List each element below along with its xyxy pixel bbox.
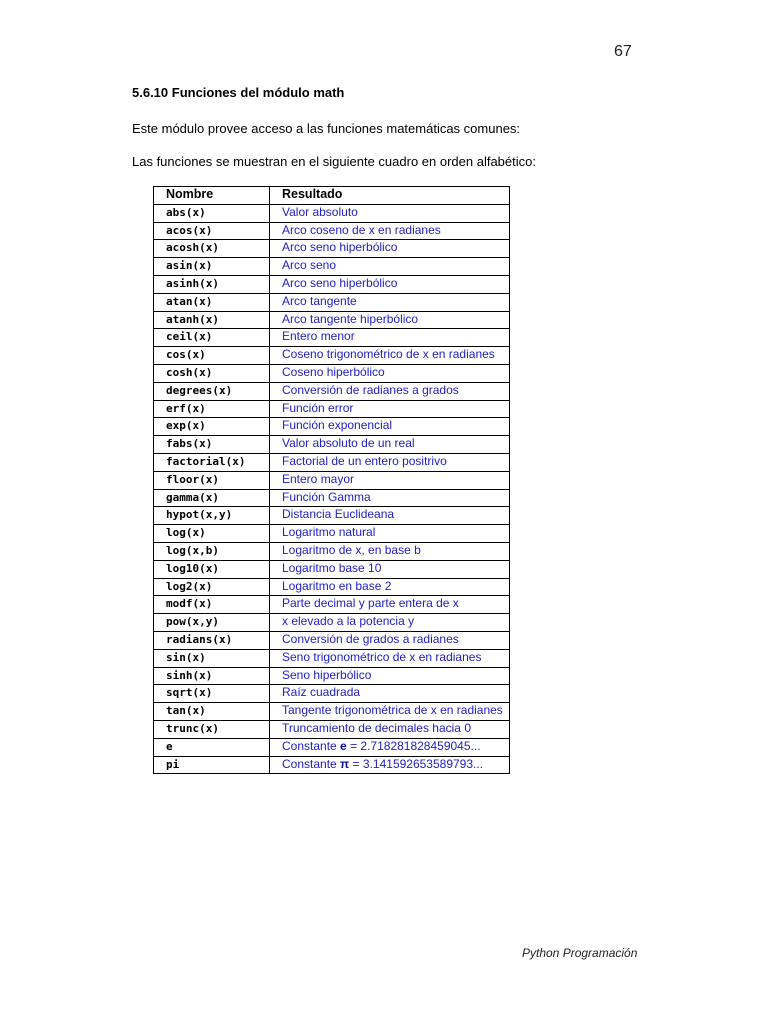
function-name: acosh(x) xyxy=(154,240,270,258)
table-row xyxy=(154,596,510,614)
function-result: Truncamiento de decimales hacia 0 xyxy=(270,720,510,738)
math-functions-table xyxy=(153,186,510,774)
function-name: log(x) xyxy=(154,525,270,543)
table-row xyxy=(154,525,510,543)
function-result: Logaritmo en base 2 xyxy=(270,578,510,596)
function-name: asinh(x) xyxy=(154,275,270,293)
function-result: x elevado a la potencia y xyxy=(270,614,510,632)
table-row xyxy=(154,578,510,596)
function-result: Coseno hiperbólico xyxy=(270,364,510,382)
function-result: Arco tangente hiperbólico xyxy=(270,311,510,329)
table-row xyxy=(154,222,510,240)
function-name: cosh(x) xyxy=(154,364,270,382)
function-result: Seno trigonométrico de x en radianes xyxy=(270,649,510,667)
table-row xyxy=(154,275,510,293)
table-header-row xyxy=(154,187,510,205)
function-result: Coseno trigonométrico de x en radianes xyxy=(270,347,510,365)
table-row xyxy=(154,667,510,685)
table-row xyxy=(154,418,510,436)
intro-paragraph: Este módulo provee acceso a las funciones matemáticas comunes: xyxy=(132,121,521,136)
function-result: Logaritmo base 10 xyxy=(270,560,510,578)
function-name: atanh(x) xyxy=(154,311,270,329)
function-name: ceil(x) xyxy=(154,329,270,347)
function-name: asin(x) xyxy=(154,258,270,276)
function-name: tan(x) xyxy=(154,703,270,721)
table-row xyxy=(154,507,510,525)
function-result: Conversión de grados a radianes xyxy=(270,631,510,649)
constant-name: e xyxy=(154,738,270,756)
function-name: acos(x) xyxy=(154,222,270,240)
table-row xyxy=(154,489,510,507)
table-row xyxy=(154,293,510,311)
constant-suffix: = 3.141592653589793... xyxy=(349,756,484,771)
table-row xyxy=(154,649,510,667)
table-row xyxy=(154,738,510,756)
function-name: modf(x) xyxy=(154,596,270,614)
function-name: sinh(x) xyxy=(154,667,270,685)
function-result: Raíz cuadrada xyxy=(270,685,510,703)
function-result: Seno hiperbólico xyxy=(270,667,510,685)
page-number: 67 xyxy=(614,43,632,60)
constant-symbol: π xyxy=(340,756,350,771)
table-row xyxy=(154,756,510,774)
table-row xyxy=(154,364,510,382)
function-result: Arco seno hiperbólico xyxy=(270,240,510,258)
constant-prefix: Constante xyxy=(282,756,341,771)
table-row xyxy=(154,471,510,489)
section-title: 5.6.10 Funciones del módulo math xyxy=(132,85,345,100)
function-result: Conversión de radianes a grados xyxy=(270,382,510,400)
function-result: Arco coseno de x en radianes xyxy=(270,222,510,240)
table-row xyxy=(154,258,510,276)
function-name: pow(x,y) xyxy=(154,614,270,632)
function-name: log(x,b) xyxy=(154,542,270,560)
constant-symbol: e xyxy=(340,738,347,753)
table-body xyxy=(154,204,510,774)
function-name: degrees(x) xyxy=(154,382,270,400)
table-row xyxy=(154,240,510,258)
table-row xyxy=(154,204,510,222)
function-result: Logaritmo natural xyxy=(270,525,510,543)
function-name: abs(x) xyxy=(154,204,270,222)
table-row xyxy=(154,453,510,471)
function-result: Arco seno hiperbólico xyxy=(270,275,510,293)
function-result: Función Gamma xyxy=(270,489,510,507)
function-result: Tangente trigonométrica de x en radianes xyxy=(270,703,510,721)
function-result: Entero mayor xyxy=(270,471,510,489)
function-result: Arco tangente xyxy=(270,293,510,311)
constant-prefix: Constante xyxy=(282,738,341,753)
function-name: factorial(x) xyxy=(154,453,270,471)
constant-suffix: = 2.718281828459045... xyxy=(346,738,481,753)
function-result: Entero menor xyxy=(270,329,510,347)
table-row xyxy=(154,703,510,721)
header-nombre: Nombre xyxy=(154,187,270,205)
function-result: Función exponencial xyxy=(270,418,510,436)
table-row xyxy=(154,329,510,347)
function-result: Arco seno xyxy=(270,258,510,276)
function-name: erf(x) xyxy=(154,400,270,418)
table-row xyxy=(154,614,510,632)
table-row xyxy=(154,436,510,454)
function-name: log10(x) xyxy=(154,560,270,578)
function-name: gamma(x) xyxy=(154,489,270,507)
header-resultado: Resultado xyxy=(270,187,510,205)
function-name: floor(x) xyxy=(154,471,270,489)
footer-title: Python Programación xyxy=(522,946,638,960)
function-name: trunc(x) xyxy=(154,720,270,738)
table-row xyxy=(154,685,510,703)
table-row xyxy=(154,631,510,649)
table-intro-paragraph: Las funciones se muestran en el siguiente cuadro en orden alfabético: xyxy=(132,154,536,169)
table-row xyxy=(154,311,510,329)
table-row xyxy=(154,347,510,365)
table-row xyxy=(154,560,510,578)
constant-value xyxy=(270,738,510,756)
function-name: sin(x) xyxy=(154,649,270,667)
function-result: Valor absoluto de un real xyxy=(270,436,510,454)
function-result: Parte decimal y parte entera de x xyxy=(270,596,510,614)
function-name: hypot(x,y) xyxy=(154,507,270,525)
table-row xyxy=(154,382,510,400)
function-result: Distancia Euclideana xyxy=(270,507,510,525)
constant-value xyxy=(270,756,510,774)
function-name: atan(x) xyxy=(154,293,270,311)
table-row xyxy=(154,542,510,560)
function-name: fabs(x) xyxy=(154,436,270,454)
function-name: sqrt(x) xyxy=(154,685,270,703)
function-name: exp(x) xyxy=(154,418,270,436)
constant-name: pi xyxy=(154,756,270,774)
table-row xyxy=(154,400,510,418)
function-result: Factorial de un entero positrivo xyxy=(270,453,510,471)
function-result: Valor absoluto xyxy=(270,204,510,222)
function-result: Función error xyxy=(270,400,510,418)
function-name: radians(x) xyxy=(154,631,270,649)
function-name: cos(x) xyxy=(154,347,270,365)
table-row xyxy=(154,720,510,738)
function-name: log2(x) xyxy=(154,578,270,596)
function-result: Logaritmo de x, en base b xyxy=(270,542,510,560)
